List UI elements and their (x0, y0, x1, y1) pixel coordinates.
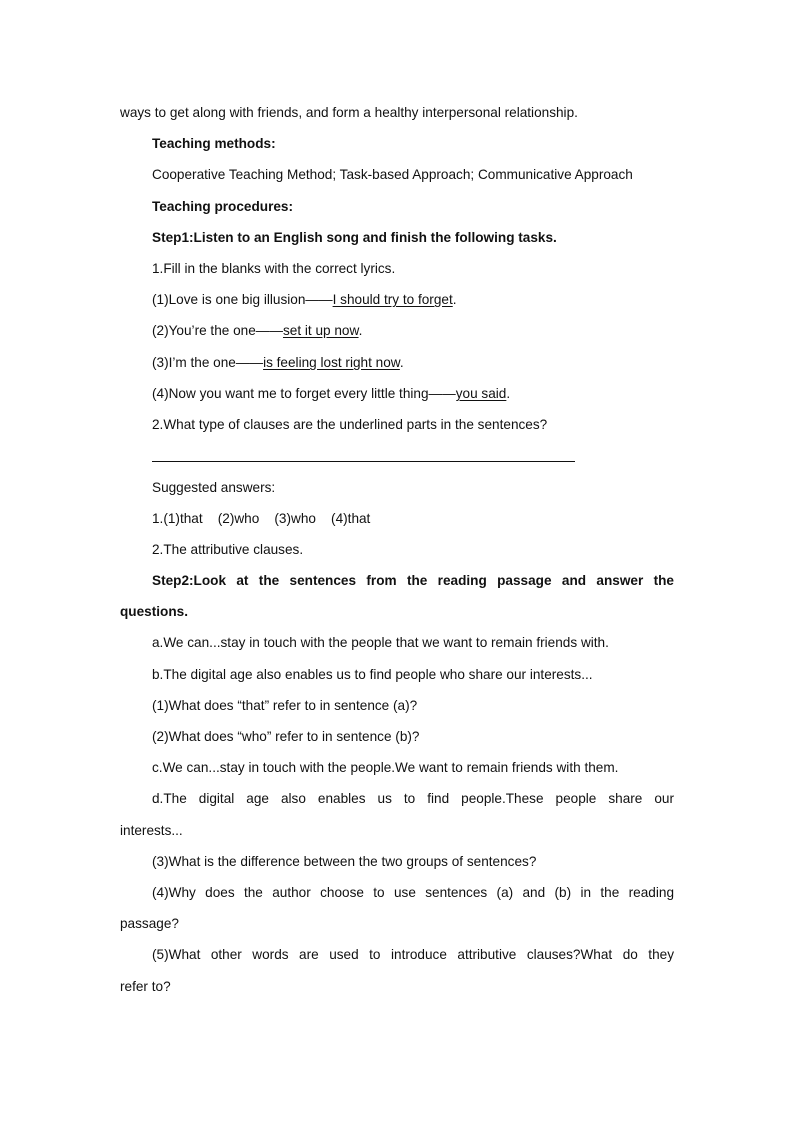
step2-heading-cont: questions. (120, 604, 188, 619)
lyric-line-4 (152, 385, 674, 402)
question-5: (5)What other words are used to introduce attributive clauses?What do they (152, 947, 674, 962)
question-2: (2)What does “who” refer to in sentence (b)? (152, 729, 420, 744)
answer-blank-line (152, 461, 575, 462)
teaching-procedures-heading: Teaching procedures: (152, 199, 294, 214)
lyric-answer: set it up now (282, 323, 359, 338)
question-1: (1)What does “that” refer to in sentence (a)? (152, 698, 418, 713)
sentence-c: c.We can...stay in touch with the people.We want to remain friends with them. (152, 760, 619, 775)
lyric-answer: is feeling lost right now (263, 355, 400, 370)
lyric-text: (2)You’re the one—— (152, 323, 283, 338)
lyric-line-2 (152, 322, 674, 339)
sentence-d-cont: interests... (120, 823, 183, 838)
teaching-methods-text: Cooperative Teaching Method; Task-based Approach; Communicative Approach (152, 167, 633, 182)
lyric-line-1 (152, 291, 674, 308)
teaching-methods-heading: Teaching methods: (152, 136, 276, 151)
sentence-b: b.The digital age also enables us to find people who share our interests... (152, 667, 593, 682)
lyric-punct: . (358, 323, 363, 338)
lyric-punct: . (452, 292, 457, 307)
intro-line: ways to get along with friends, and form a healthy interpersonal relationship. (120, 105, 578, 120)
lyric-answer: I should try to forget (332, 292, 453, 307)
lyric-punct: . (399, 355, 404, 370)
lyric-text: (3)I’m the one—— (152, 355, 264, 370)
question-3: (3)What is the difference between the two groups of sentences? (152, 854, 537, 869)
lyric-text: (4)Now you want me to forget every little thing—— (152, 386, 456, 401)
suggested-answer-1: 1.(1)that (2)who (3)who (4)that (152, 511, 371, 526)
step1-heading: Step1:Listen to an English song and finish the following tasks. (152, 230, 557, 245)
question-4: (4)Why does the author choose to use sentences (a) and (b) in the reading (152, 885, 674, 900)
suggested-answers-label: Suggested answers: (152, 480, 276, 495)
suggested-answer-2: 2.The attributive clauses. (152, 542, 304, 557)
step2-heading: Step2:Look at the sentences from the reading passage and answer the (152, 573, 674, 588)
lyric-answer: you said (455, 386, 507, 401)
lyric-line-3 (152, 354, 674, 371)
step1-task1: 1.Fill in the blanks with the correct lyrics. (152, 261, 396, 276)
sentence-a: a.We can...stay in touch with the people that we want to remain friends with. (152, 635, 609, 650)
sentence-d: d.The digital age also enables us to find people.These people share our (152, 791, 674, 806)
question-4-cont: passage? (120, 916, 179, 931)
question-5-cont: refer to? (120, 979, 171, 994)
lyric-punct: . (506, 386, 511, 401)
step1-task2: 2.What type of clauses are the underlined parts in the sentences? (152, 417, 548, 432)
lyric-text: (1)Love is one big illusion—— (152, 292, 333, 307)
